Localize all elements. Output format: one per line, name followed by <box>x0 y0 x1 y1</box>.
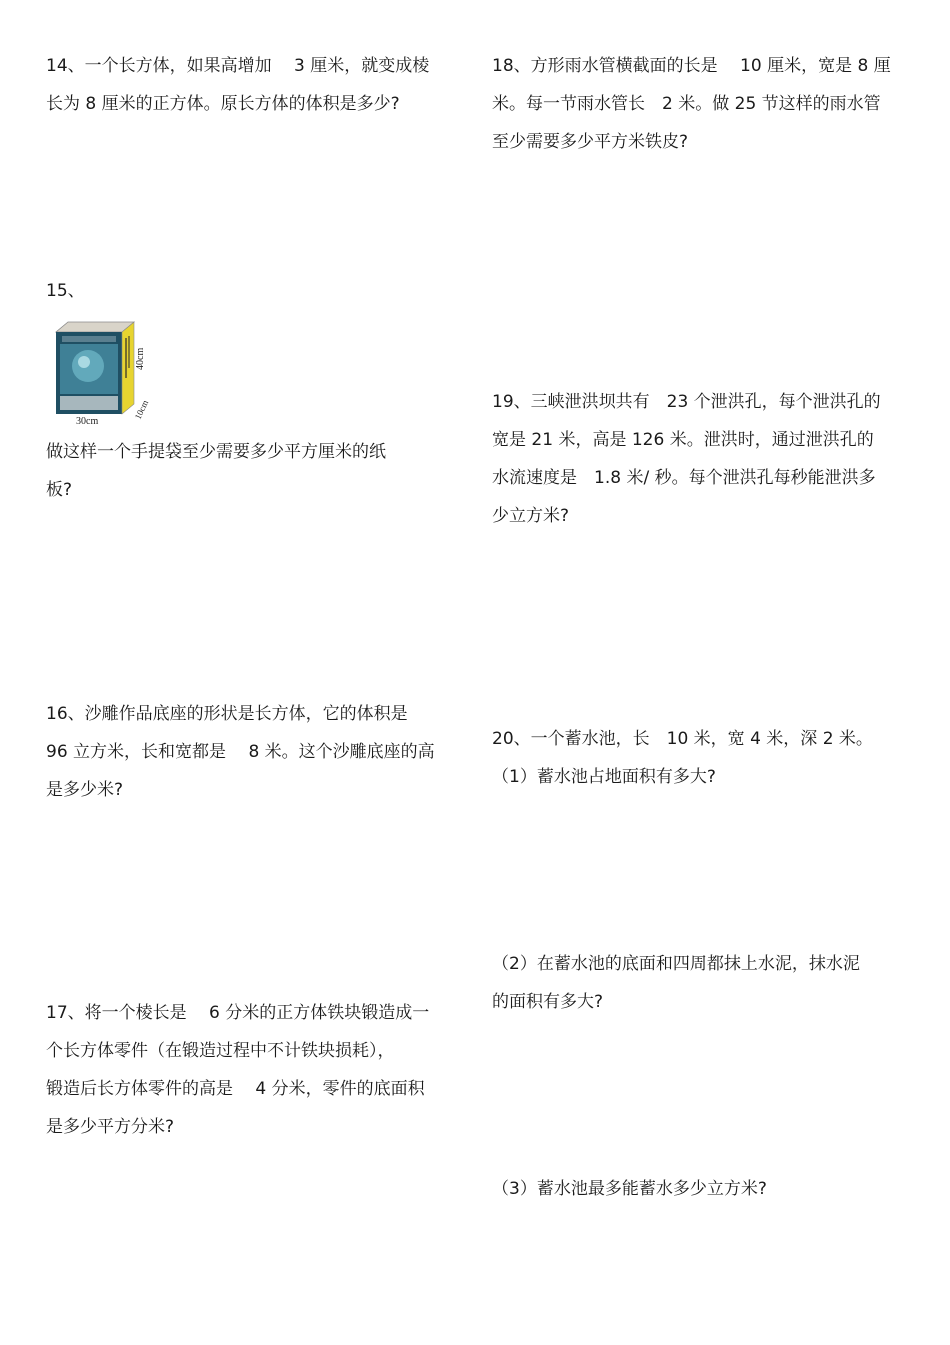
question-19-line-3: 水流速度是 1.8 米/ 秒。每个泄洪孔每秒能泄洪多 <box>492 468 876 488</box>
label-30cm: 30cm <box>76 416 99 426</box>
question-19-line-1: 19、三峡泄洪坝共有 23 个泄洪孔，每个泄洪孔的 <box>492 392 881 412</box>
question-14-line-1: 14、一个长方体，如果高增加 3 厘米，就变成棱 <box>46 56 430 76</box>
question-16-line-2: 96 立方米，长和宽都是 8 米。这个沙雕底座的高 <box>46 742 435 762</box>
question-17-line-1: 17、将一个棱长是 6 分米的正方体铁块锻造成一 <box>46 1003 430 1023</box>
question-14-line-2: 长为 8 厘米的正方体。原长方体的体积是多少? <box>46 94 400 114</box>
handbag-box-image <box>52 318 162 426</box>
question-19-line-2: 宽是 21 米，高是 126 米。泄洪时，通过泄洪孔的 <box>492 430 874 450</box>
question-16-line-1: 16、沙雕作品底座的形状是长方体，它的体积是 <box>46 704 408 724</box>
question-20-part-1: （1）蓄水池占地面积有多大? <box>492 767 716 787</box>
question-20-part-2-line-1: （2）在蓄水池的底面和四周都抹上水泥，抹水泥 <box>492 954 860 974</box>
question-15-line-1: 做这样一个手提袋至少需要多少平方厘米的纸 <box>46 442 386 462</box>
question-20-line-1: 20、一个蓄水池，长 10 米，宽 4 米，深 2 米。 <box>492 729 873 749</box>
question-16-line-3: 是多少米? <box>46 780 124 800</box>
question-20 <box>492 720 912 796</box>
question-20-part-2 <box>492 945 912 1021</box>
question-20-part-2-line-2: 的面积有多大? <box>492 992 604 1012</box>
question-18-line-1: 18、方形雨水管横截面的长是 10 厘米，宽是 8 厘 <box>492 56 891 76</box>
question-18 <box>492 47 912 161</box>
question-15-number <box>46 272 456 310</box>
question-17-line-3: 锻造后长方体零件的高是 4 分米，零件的底面积 <box>46 1079 425 1099</box>
question-20-part-3 <box>492 1170 912 1208</box>
label-10cm: 10cm <box>132 398 151 421</box>
question-19-line-4: 少立方米? <box>492 506 570 526</box>
question-19 <box>492 383 912 535</box>
question-16 <box>46 695 456 809</box>
question-17-line-2: 个长方体零件（在锻造过程中不计铁块损耗）， <box>46 1041 395 1061</box>
question-14 <box>46 47 456 123</box>
label-40cm: 40cm <box>135 347 146 370</box>
question-15 <box>46 433 456 509</box>
question-15-number-text: 15、 <box>46 281 85 301</box>
question-18-line-3: 至少需要多少平方米铁皮? <box>492 132 689 152</box>
question-15-line-2: 板? <box>46 480 73 500</box>
question-17-line-4: 是多少平方分米? <box>46 1117 175 1137</box>
question-17 <box>46 994 456 1146</box>
question-20-part-3-line-1: （3）蓄水池最多能蓄水多少立方米? <box>492 1179 767 1199</box>
question-18-line-2: 米。每一节雨水管长 2 米。做 25 节这样的雨水管 <box>492 94 881 114</box>
